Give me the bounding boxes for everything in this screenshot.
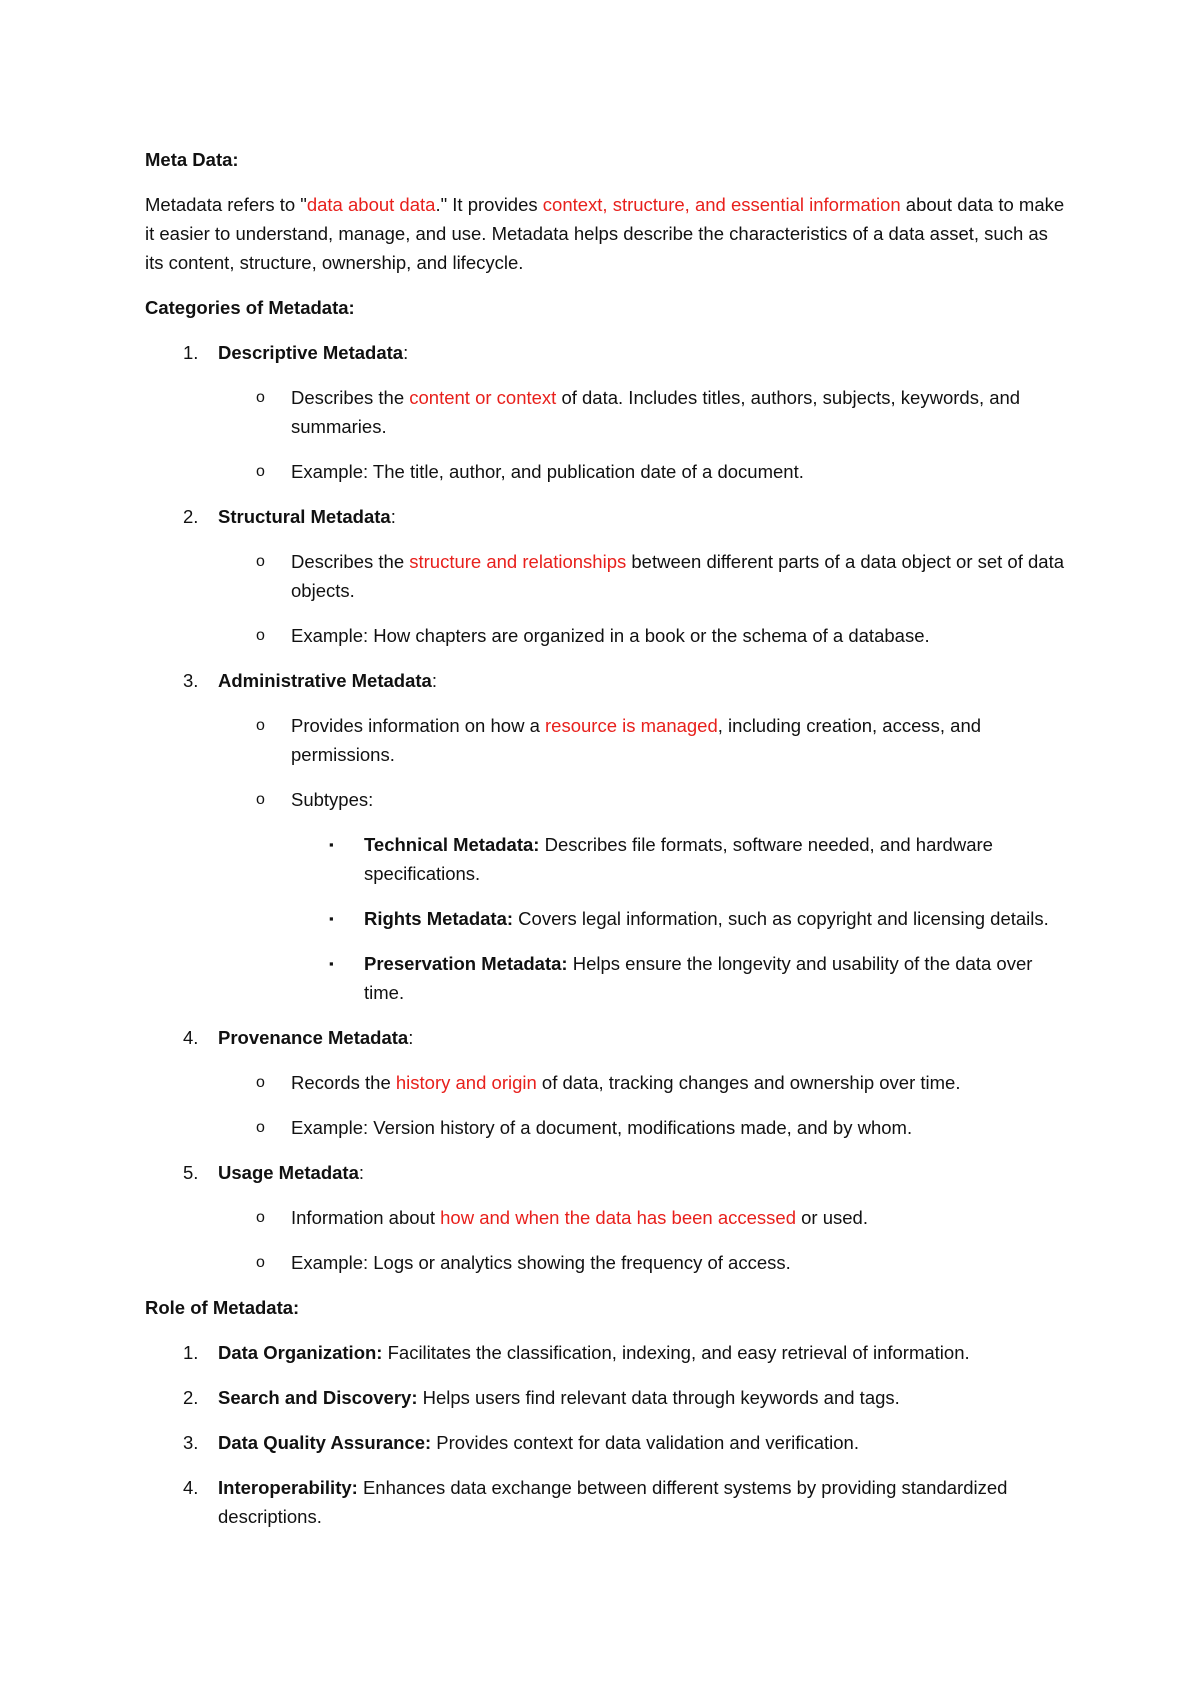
list-item: 3. Administrative Metadata:	[183, 670, 437, 691]
list-item: ▪ Technical Metadata: Describes file formats, software needed, and hardware specifications.	[329, 834, 993, 884]
list-item: o Provides information on how a resource is managed, including creation, access, and permissions.	[256, 715, 982, 765]
list-item: 2. Search and Discovery: Helps users find relevant data through keywords and tags.	[183, 1387, 900, 1408]
list-item: 4. Provenance Metadata:	[183, 1027, 414, 1048]
list-item: ▪ Rights Metadata: Covers legal information, such as copyright and licensing details.	[329, 908, 1049, 929]
document-page	[145, 145, 1065, 1531]
list-item: o Records the history and origin of data, tracking changes and ownership over time.	[256, 1072, 961, 1093]
intro-paragraph: Metadata refers to "data about data." It provides context, structure, and essential information about data to make it easier to understand, manage, and use. Metadata helps describe the characteristics of a data asset, such as its content, structure, ownership, and lifecycle.	[145, 194, 1065, 273]
list-item: o Example: The title, author, and publication date of a document.	[256, 461, 804, 482]
list-item: o Information about how and when the data has been accessed or used.	[256, 1207, 868, 1228]
list-item: o Describes the content or context of data. Includes titles, authors, subjects, keywords, and summaries.	[256, 387, 1021, 437]
list-item: o Describes the structure and relationships between different parts of a data object or set of data objects.	[256, 551, 1065, 601]
list-item: o Example: How chapters are organized in a book or the schema of a database.	[256, 625, 930, 646]
list-item: 4. Interoperability: Enhances data exchange between different systems by providing standardized descriptions.	[183, 1477, 1008, 1527]
list-item: 3. Data Quality Assurance: Provides context for data validation and verification.	[183, 1432, 859, 1453]
list-item: o Subtypes:	[256, 789, 374, 810]
list-item: o Example: Logs or analytics showing the frequency of access.	[256, 1252, 791, 1273]
role-heading: Role of Metadata:	[145, 1297, 300, 1318]
list-item: 1. Descriptive Metadata:	[183, 342, 409, 363]
list-item: 2. Structural Metadata:	[183, 506, 396, 527]
list-item: 5. Usage Metadata:	[183, 1162, 364, 1183]
page-title: Meta Data:	[145, 149, 239, 170]
list-item: o Example: Version history of a document, modifications made, and by whom.	[256, 1117, 913, 1138]
list-item: 1. Data Organization: Facilitates the classification, indexing, and easy retrieval of information.	[183, 1342, 970, 1363]
categories-heading: Categories of Metadata:	[145, 297, 355, 318]
list-item: ▪ Preservation Metadata: Helps ensure the longevity and usability of the data over time.	[329, 953, 1033, 1003]
